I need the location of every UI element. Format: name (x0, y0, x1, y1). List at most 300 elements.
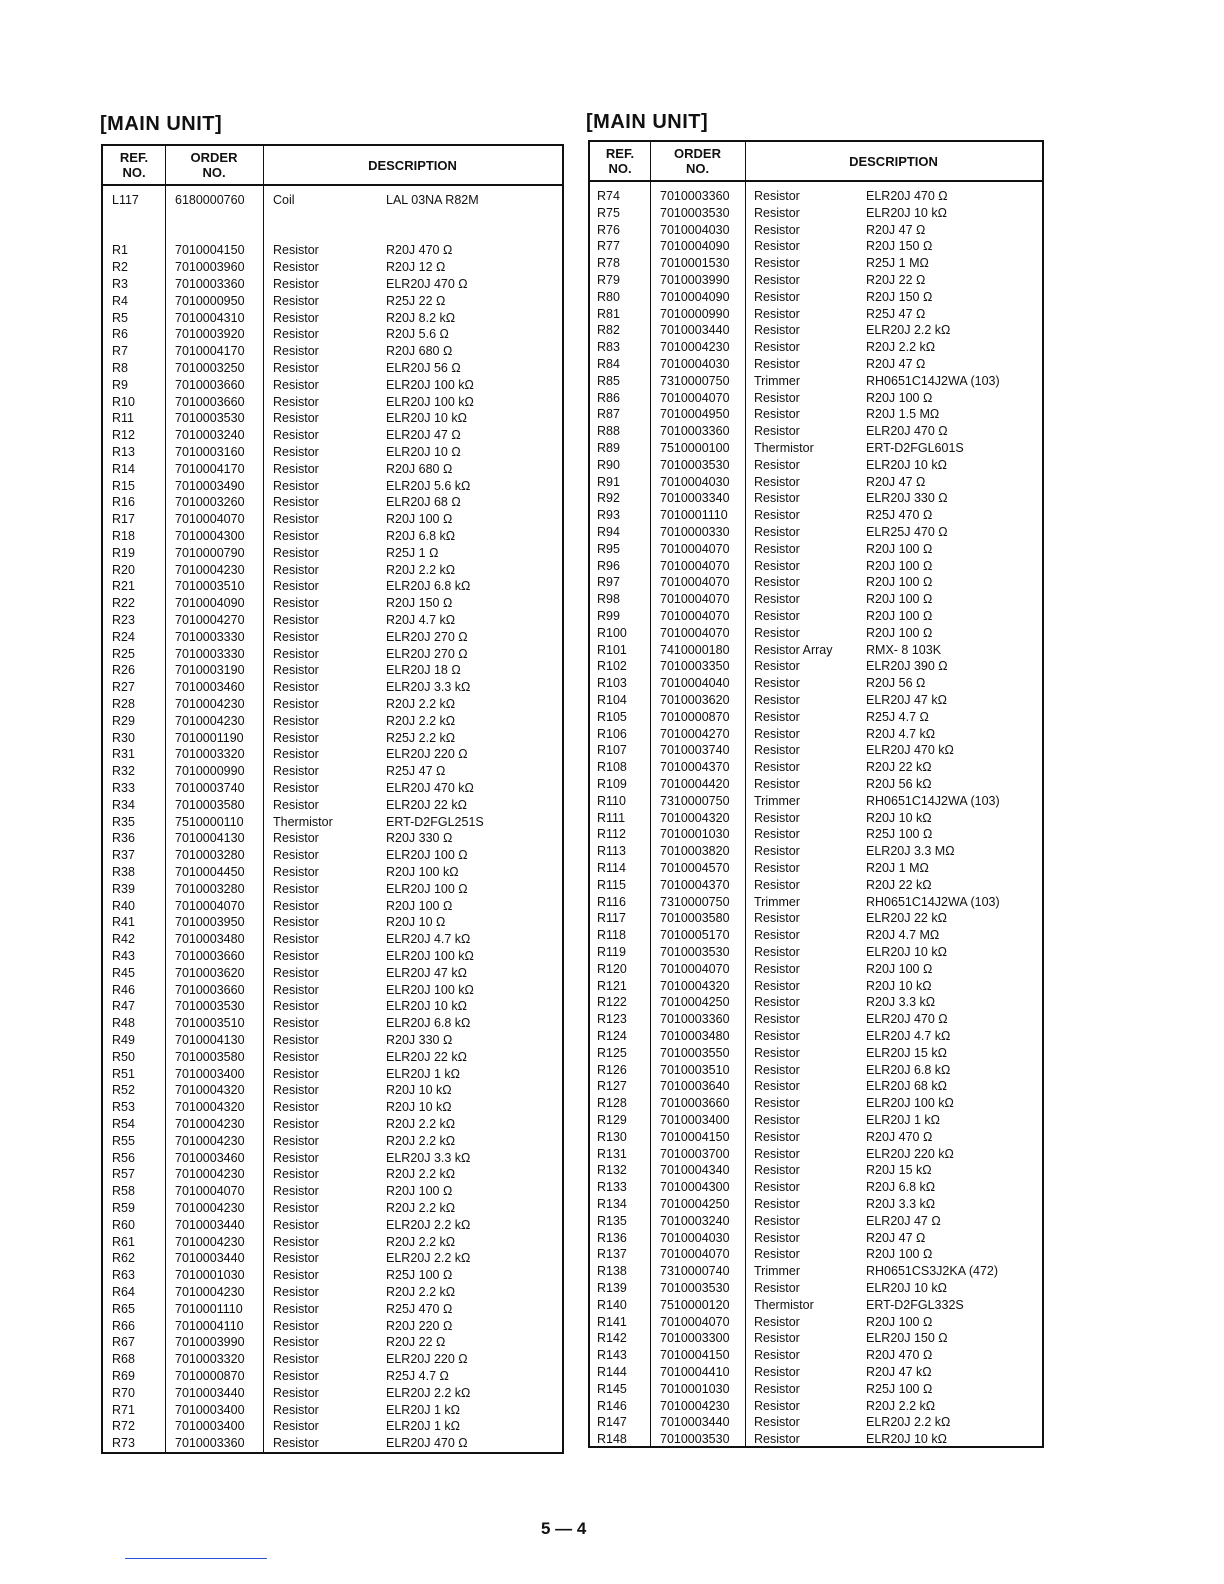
part-type-cell: Resistor (754, 1129, 800, 1144)
table-row (590, 339, 1042, 356)
order-no-cell: 7010003480 (175, 932, 245, 947)
order-no-cell: 7010003440 (660, 323, 730, 338)
ref-no-cell: R49 (112, 1033, 135, 1047)
ref-no-cell: R125 (597, 1045, 627, 1060)
table-row (103, 578, 562, 595)
part-type-cell: Resistor (273, 781, 319, 795)
part-spec-cell: ELR20J 150 Ω (866, 1331, 948, 1346)
part-spec-cell: R25J 2.2 kΩ (386, 730, 456, 745)
ref-no-cell: R118 (597, 928, 626, 943)
part-spec-cell: R20J 100 Ω (866, 575, 933, 590)
part-spec-cell: R20J 4.7 MΩ (866, 928, 940, 943)
order-no-cell: 7010004340 (660, 1163, 730, 1178)
table-row (590, 222, 1042, 239)
part-type-cell: Resistor (273, 1150, 319, 1165)
part-spec-cell: R20J 2.2 kΩ (386, 1133, 456, 1148)
part-type-cell: Resistor (754, 558, 800, 573)
part-spec-cell: R25J 47 Ω (386, 764, 446, 779)
part-spec-cell: ELR20J 100 Ω (386, 848, 468, 863)
order-no-cell: 7010000870 (660, 709, 730, 724)
order-no-cell: 7010004090 (660, 289, 730, 304)
part-type-cell: Resistor (754, 810, 800, 825)
order-no-cell: 7010004230 (175, 1201, 245, 1215)
ref-no-cell: R122 (597, 995, 627, 1010)
ref-no-cell: R40 (112, 898, 135, 913)
ref-no-cell: R55 (112, 1133, 135, 1148)
order-no-cell: 7010004040 (660, 676, 730, 691)
part-type-cell: Resistor (273, 445, 319, 459)
ref-no-cell: R64 (112, 1285, 135, 1299)
part-type-cell: Resistor (754, 945, 800, 959)
part-spec-cell: R20J 100 Ω (866, 1247, 933, 1262)
part-spec-cell: ELR20J 68 Ω (386, 495, 461, 510)
part-spec-cell: ELR20J 6.8 kΩ (866, 1062, 951, 1077)
table-row (103, 1049, 562, 1066)
ref-no-cell: R104 (597, 693, 627, 707)
part-spec-cell: ELR20J 390 Ω (866, 659, 948, 674)
part-spec-cell: R20J 470 Ω (866, 1348, 933, 1363)
table-row (103, 1116, 562, 1133)
order-no-cell: 7010004130 (175, 831, 245, 846)
part-spec-cell: ELR20J 1 kΩ (386, 1066, 460, 1081)
part-spec-cell: ELR20J 10 kΩ (866, 457, 947, 472)
order-no-cell: 7010003190 (175, 663, 245, 678)
part-spec-cell: ELR20J 330 Ω (866, 491, 948, 506)
part-spec-cell: LAL 03NA R82M (386, 193, 479, 207)
table-row (103, 444, 562, 461)
part-type-cell: Resistor (754, 709, 800, 724)
part-spec-cell: ELR20J 220 Ω (386, 747, 468, 762)
order-no-cell: 7010004070 (660, 390, 730, 405)
order-no-cell: 7010004370 (660, 877, 730, 892)
part-type-cell: Resistor (754, 1398, 800, 1413)
part-type-cell: Resistor (754, 1197, 800, 1211)
ref-no-cell: R113 (597, 844, 626, 859)
part-type-cell: Resistor (273, 1049, 319, 1064)
table-row (103, 780, 562, 797)
order-no-cell: 7010003530 (660, 1432, 730, 1447)
part-spec-cell: R20J 2.2 kΩ (386, 1201, 456, 1215)
part-type-cell: Resistor (273, 848, 319, 863)
part-type-cell: Resistor (273, 1318, 319, 1333)
ref-no-cell: R98 (597, 592, 620, 607)
part-type-cell: Resistor (754, 1348, 800, 1363)
ref-no-cell: R79 (597, 273, 620, 287)
table-row (590, 306, 1042, 323)
part-spec-cell: R20J 6.8 kΩ (866, 1180, 936, 1195)
part-type-cell: Resistor (754, 205, 800, 220)
table-row (103, 746, 562, 763)
table-row (103, 612, 562, 629)
ref-no-cell: R131 (597, 1146, 627, 1161)
table-row (590, 642, 1042, 659)
description-header: DESCRIPTION (849, 153, 938, 169)
part-type-cell: Resistor (754, 575, 800, 590)
part-type-cell: Resistor (754, 407, 800, 422)
ref-no-cell: L117 (112, 193, 139, 207)
part-type-cell: Resistor (273, 965, 319, 980)
part-spec-cell: ERT-D2FGL251S (386, 814, 484, 829)
part-spec-cell: ELR20J 2.2 kΩ (386, 1385, 471, 1400)
table-row (103, 646, 562, 663)
part-type-cell: Resistor (754, 1045, 800, 1060)
part-type-cell: Resistor (754, 1113, 800, 1127)
order-no-cell: 7010004030 (660, 1230, 730, 1245)
table-row (103, 1368, 562, 1385)
table-row (590, 994, 1042, 1011)
part-type-cell: Resistor (273, 1117, 319, 1131)
ref-no-cell: R132 (597, 1163, 627, 1178)
part-type-cell: Resistor (273, 327, 319, 342)
part-type-cell: Resistor (754, 1415, 800, 1430)
part-spec-cell: ELR20J 270 Ω (386, 646, 468, 661)
table-row (590, 558, 1042, 575)
part-spec-cell: ELR20J 10 kΩ (386, 999, 467, 1014)
part-type-cell: Resistor (754, 491, 800, 506)
part-type-cell: Resistor (273, 1033, 319, 1047)
ref-no-cell: R8 (112, 361, 128, 375)
table-row (103, 1385, 562, 1402)
part-spec-cell: ELR20J 15 kΩ (866, 1045, 947, 1060)
part-spec-cell: R25J 4.7 Ω (386, 1369, 449, 1383)
table-row (590, 591, 1042, 608)
ref-no-cell: R110 (597, 793, 626, 808)
part-type-cell: Resistor (754, 827, 800, 842)
order-no-cell: 7010003530 (660, 457, 730, 472)
part-spec-cell: ELR20J 220 Ω (386, 1352, 468, 1367)
table-row (103, 713, 562, 730)
part-spec-cell: R20J 100 Ω (866, 390, 933, 405)
ref-no-cell: R106 (597, 726, 627, 741)
part-spec-cell: ELR20J 47 Ω (386, 428, 461, 443)
ref-no-cell: R133 (597, 1180, 627, 1195)
ref-no-cell: R39 (112, 881, 135, 896)
part-spec-cell: R20J 10 kΩ (866, 978, 932, 993)
order-no-cell: 7010004230 (175, 1133, 245, 1148)
table-row (103, 1402, 562, 1419)
order-no-cell: 7010003360 (175, 277, 245, 291)
ref-no-cell: R29 (112, 713, 135, 728)
part-type-cell: Resistor (273, 461, 319, 476)
order-no-cell: 7010004070 (175, 512, 245, 527)
ref-no-cell: R141 (597, 1314, 627, 1329)
table-row (103, 864, 562, 881)
ref-no-cell: R3 (112, 277, 128, 291)
order-no-cell: 7010003330 (175, 629, 245, 644)
part-spec-cell: ELR20J 100 kΩ (386, 377, 474, 392)
table-row (590, 1381, 1042, 1398)
table-row (590, 1246, 1042, 1263)
order-no-cell: 7010003400 (660, 1113, 730, 1127)
part-type-cell: Resistor (273, 277, 319, 291)
table-row (103, 528, 562, 545)
part-type-cell: Resistor (754, 961, 800, 976)
part-type-cell: Resistor (754, 844, 800, 859)
ref-no-cell: R48 (112, 1016, 135, 1031)
ref-no-cell: R13 (112, 445, 135, 459)
part-spec-cell: R20J 4.7 kΩ (386, 613, 456, 627)
part-type-cell: Resistor (273, 545, 319, 560)
part-spec-cell: R20J 2.2 kΩ (386, 1117, 456, 1131)
order-no-cell: 7010003660 (175, 377, 245, 392)
part-spec-cell: R20J 4.7 kΩ (866, 726, 936, 741)
part-type-cell: Resistor (273, 865, 319, 879)
order-no-cell: 7010001110 (175, 1301, 243, 1316)
part-spec-cell: ELR20J 47 Ω (866, 1213, 941, 1228)
part-spec-cell: ELR25J 470 Ω (866, 525, 948, 539)
order-no-cell: 7010004270 (175, 613, 245, 627)
table-row (590, 406, 1042, 423)
part-spec-cell: ELR20J 4.7 kΩ (386, 932, 471, 947)
table-row (103, 209, 562, 226)
order-no-cell: 7010003620 (660, 693, 730, 707)
order-no-cell: 7010003440 (660, 1415, 730, 1430)
part-type-cell: Resistor (754, 743, 800, 758)
ref-no-cell: R83 (597, 340, 620, 355)
table-row (103, 1183, 562, 1200)
part-spec-cell: ELR20J 100 kΩ (386, 394, 474, 409)
part-spec-cell: R20J 470 Ω (866, 1129, 933, 1144)
left-section-title: [MAIN UNIT] (100, 113, 223, 135)
order-no-cell: 7010004170 (175, 344, 245, 359)
part-spec-cell: R20J 22 Ω (386, 1335, 446, 1350)
ref-no-cell: R15 (112, 478, 135, 493)
table-row (590, 658, 1042, 675)
table-row (103, 881, 562, 898)
part-spec-cell: R20J 8.2 kΩ (386, 310, 456, 325)
order-no-cell: 7010003480 (660, 1029, 730, 1043)
order-no-cell: 7010004420 (660, 777, 730, 791)
part-type-cell: Resistor (273, 613, 319, 627)
part-spec-cell: ELR20J 270 Ω (386, 629, 468, 644)
order-no-cell: 7010004170 (175, 461, 245, 476)
part-type-cell: Resistor (273, 831, 319, 846)
order-no-cell: 7010004070 (660, 1247, 730, 1262)
part-type-cell: Resistor (754, 273, 800, 287)
part-spec-cell: R25J 47 Ω (866, 306, 926, 321)
ref-no-cell: R87 (597, 407, 620, 422)
order-no-cell: 7010003280 (175, 881, 245, 896)
part-type-cell: Resistor (754, 592, 800, 607)
order-no-cell: 7010001030 (175, 1268, 245, 1283)
table-row (590, 1196, 1042, 1213)
part-spec-cell: R20J 2.2 kΩ (386, 562, 456, 577)
part-type-cell: Resistor (754, 525, 800, 539)
part-spec-cell: RH0651C14J2WA (103) (866, 373, 1000, 388)
order-no-cell: 7010004230 (175, 1285, 245, 1299)
ref-no-cell: R130 (597, 1129, 627, 1144)
part-type-cell: Resistor (273, 1301, 319, 1316)
table-row (103, 461, 562, 478)
table-row (103, 293, 562, 310)
table-row (590, 894, 1042, 911)
part-spec-cell: R25J 470 Ω (866, 508, 933, 523)
table-row (590, 1095, 1042, 1112)
table-row (590, 1330, 1042, 1347)
order-no-cell: 7010004070 (660, 575, 730, 590)
part-spec-cell: R20J 100 Ω (866, 625, 933, 640)
order-no-cell: 7010003510 (175, 1016, 245, 1031)
ref-no-cell: R147 (597, 1415, 627, 1430)
table-row (590, 457, 1042, 474)
ref-no-cell: R30 (112, 730, 135, 745)
order-no-cell: 7010004030 (660, 474, 730, 489)
part-spec-cell: ELR20J 1 kΩ (866, 1113, 940, 1127)
part-type-cell: Resistor (754, 1331, 800, 1346)
part-type-cell: Resistor (754, 1062, 800, 1077)
table-row (103, 797, 562, 814)
part-spec-cell: R20J 330 Ω (386, 1033, 453, 1047)
table-row (103, 914, 562, 931)
ref-no-cell: R127 (597, 1079, 627, 1094)
table-row (103, 847, 562, 864)
part-type-cell: Resistor (273, 1016, 319, 1031)
part-type-cell: Resistor (754, 609, 800, 623)
ref-no-cell: R59 (112, 1201, 135, 1215)
ref-no-cell: R58 (112, 1184, 135, 1199)
table-row (103, 763, 562, 780)
order-no-cell: 7010001030 (660, 827, 730, 842)
part-type-cell: Resistor (754, 877, 800, 892)
part-type-cell: Resistor (273, 495, 319, 510)
part-spec-cell: R20J 2.2 kΩ (866, 340, 936, 355)
ref-no-cell: R142 (597, 1331, 627, 1346)
order-no-cell: 7010004070 (660, 592, 730, 607)
ref-no-cell: R21 (112, 579, 135, 594)
table-row (103, 511, 562, 528)
part-type-cell: Resistor (754, 1012, 800, 1027)
order-no-cell: 7010004150 (660, 1129, 730, 1144)
ref-no-cell: R77 (597, 239, 620, 254)
ref-no-cell: R23 (112, 613, 135, 627)
part-type-cell: Resistor (273, 1285, 319, 1299)
part-type-cell: Resistor (273, 697, 319, 711)
part-spec-cell: R20J 100 Ω (386, 512, 453, 527)
part-spec-cell: R20J 47 kΩ (866, 1365, 932, 1379)
part-type-cell: Resistor (273, 1369, 319, 1383)
table-row (590, 826, 1042, 843)
ref-no-cell: R96 (597, 558, 620, 573)
part-type-cell: Resistor (273, 243, 319, 258)
part-spec-cell: RH0651C14J2WA (103) (866, 894, 1000, 909)
order-no-cell: 7010004150 (660, 1348, 730, 1363)
table-row (103, 629, 562, 646)
part-type-cell: Resistor (273, 293, 319, 308)
table-row (103, 1351, 562, 1368)
table-row (103, 1301, 562, 1318)
part-spec-cell: R20J 100 Ω (866, 609, 933, 623)
part-type-cell: Resistor (273, 1217, 319, 1232)
part-type-cell: Resistor (754, 1146, 800, 1161)
order-no-cell: 7010004230 (660, 340, 730, 355)
part-type-cell: Resistor (754, 357, 800, 371)
ref-no-cell: R91 (597, 474, 620, 489)
order-no-cell: 7010004230 (175, 562, 245, 577)
table-row (103, 662, 562, 679)
table-row (590, 1297, 1042, 1314)
ref-no-cell: R71 (112, 1402, 135, 1417)
table-row (590, 1062, 1042, 1079)
order-no-cell: 7010003660 (660, 1096, 730, 1111)
part-spec-cell: ELR20J 470 Ω (866, 1012, 948, 1027)
table-row (590, 961, 1042, 978)
part-type-cell: Coil (273, 193, 295, 207)
order-no-cell: 7010000990 (175, 764, 245, 779)
part-spec-cell: R20J 3.3 kΩ (866, 995, 936, 1010)
order-no-cell: 7010003660 (175, 982, 245, 997)
ref-no-cell: R37 (112, 848, 135, 863)
order-no-cell: 7010001030 (660, 1381, 730, 1396)
table-row (590, 574, 1042, 591)
table-row (103, 1032, 562, 1049)
ref-no-cell: R81 (597, 306, 620, 321)
order-no-cell: 7010003620 (175, 965, 245, 980)
order-no-cell: 7010003740 (175, 781, 245, 795)
part-spec-cell: ELR20J 470 Ω (866, 189, 948, 203)
ref-no-cell: R11 (112, 411, 135, 426)
order-no-cell: 7010004320 (175, 1083, 245, 1098)
ref-no-cell: R72 (112, 1419, 135, 1434)
part-spec-cell: ELR20J 18 Ω (386, 663, 461, 678)
table-row (103, 276, 562, 293)
part-spec-cell: R20J 2.2 kΩ (866, 1398, 936, 1413)
table-row (103, 192, 562, 209)
table-row (590, 1230, 1042, 1247)
order-no-cell: 7010003400 (175, 1066, 245, 1081)
ref-no-cell: R114 (597, 861, 626, 875)
ref-no-cell: R38 (112, 865, 135, 879)
table-row (103, 948, 562, 965)
order-no-cell: 7010004030 (660, 357, 730, 371)
order-no-cell: 7010004230 (175, 697, 245, 711)
ref-no-header: REF. NO. (119, 150, 149, 180)
part-type-cell: Resistor (754, 1381, 800, 1396)
ref-no-cell: R121 (597, 978, 627, 993)
order-no-cell: 7010001190 (175, 730, 244, 745)
table-row (590, 742, 1042, 759)
part-spec-cell: ELR20J 2.2 kΩ (866, 323, 951, 338)
ref-no-cell: R42 (112, 932, 135, 947)
table-row (590, 507, 1042, 524)
part-spec-cell: R20J 2.2 kΩ (386, 697, 456, 711)
part-spec-cell: ELR20J 470 Ω (386, 277, 468, 291)
ref-no-cell: R107 (597, 743, 627, 758)
order-no-cell: 7010004310 (175, 310, 245, 325)
order-no-cell: 7010003460 (175, 1150, 245, 1165)
order-no-cell: 7010003660 (175, 949, 245, 963)
part-spec-cell: R20J 22 kΩ (866, 877, 932, 892)
part-spec-cell: R20J 2.2 kΩ (386, 1285, 456, 1299)
ref-no-cell: R27 (112, 680, 135, 695)
order-no-cell: 7010004250 (660, 1197, 730, 1211)
part-spec-cell: R20J 6.8 kΩ (386, 529, 456, 543)
part-spec-cell: ELR20J 22 kΩ (386, 1049, 467, 1064)
part-type-cell: Resistor (273, 344, 319, 359)
part-spec-cell: ELR20J 56 Ω (386, 361, 461, 375)
description-header: DESCRIPTION (368, 157, 457, 173)
ref-no-cell: R66 (112, 1318, 135, 1333)
part-type-cell: Resistor (754, 457, 800, 472)
order-no-cell: 7410000180 (660, 642, 730, 657)
order-no-cell: 7010003240 (175, 428, 245, 443)
ref-no-cell: R14 (112, 461, 135, 476)
part-type-cell: Resistor (273, 747, 319, 762)
part-spec-cell: R20J 100 Ω (866, 541, 933, 556)
part-spec-cell: R20J 150 Ω (866, 239, 933, 254)
table-row (103, 965, 562, 982)
order-no-cell: 7010003990 (175, 1335, 245, 1350)
part-spec-cell: ELR20J 220 kΩ (866, 1146, 954, 1161)
